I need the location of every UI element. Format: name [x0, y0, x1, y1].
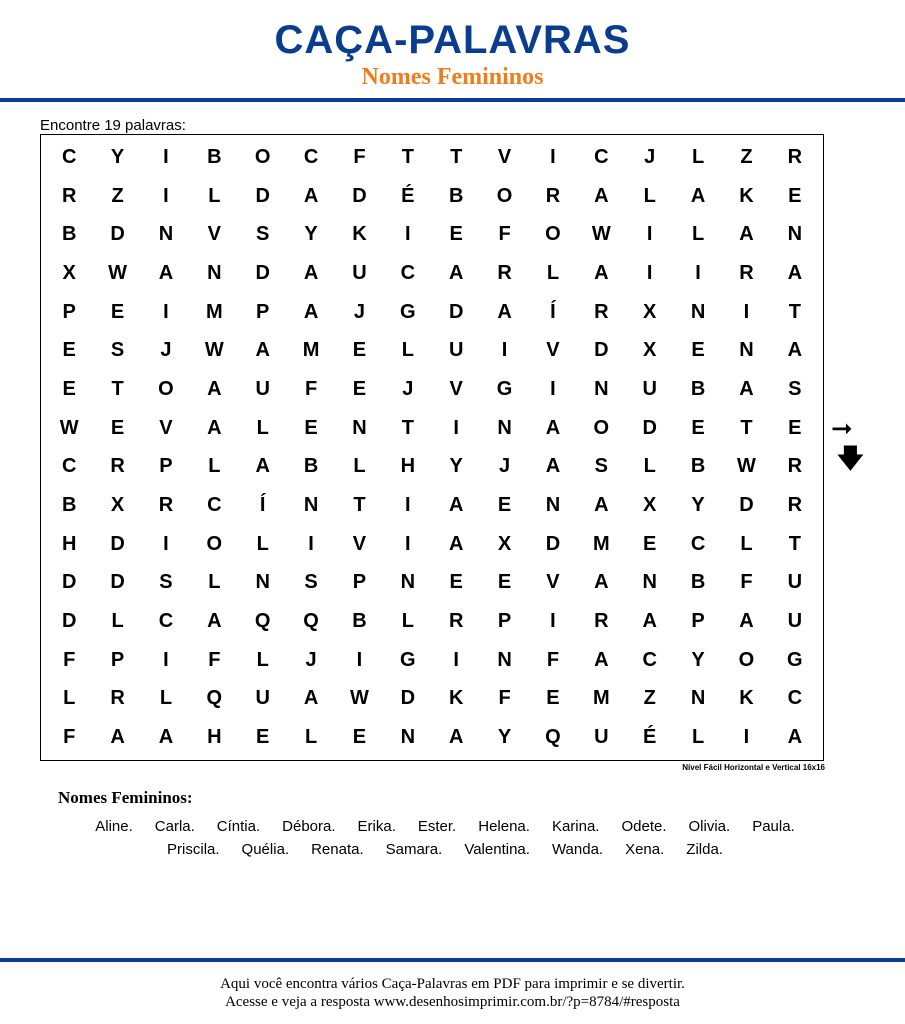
grid-cell[interactable]: E — [497, 494, 512, 517]
grid-cell[interactable]: T — [353, 494, 366, 517]
grid-cell[interactable]: L — [208, 571, 221, 594]
grid-cell[interactable]: E — [691, 416, 705, 439]
grid-cell[interactable]: R — [61, 184, 77, 207]
grid-cell[interactable]: F — [63, 648, 76, 671]
grid-cell[interactable]: X — [497, 532, 512, 555]
grid-cell[interactable]: G — [400, 648, 416, 671]
grid-cell[interactable]: U — [787, 571, 803, 594]
grid-cell[interactable]: K — [448, 687, 464, 710]
grid-cell[interactable]: B — [352, 610, 367, 633]
grid-cell[interactable]: R — [594, 300, 609, 323]
grid-cell[interactable]: F — [304, 377, 318, 400]
grid-cell[interactable]: L — [401, 610, 414, 633]
grid-cell[interactable]: F — [63, 726, 76, 749]
page-title: CAÇA-PALAVRAS — [274, 18, 631, 62]
grid-cell[interactable]: R — [787, 145, 803, 168]
word-list-row-1 — [60, 815, 830, 838]
grid-cell[interactable]: A — [255, 455, 270, 478]
grid-cell[interactable]: I — [550, 145, 556, 168]
word-list-item: Ester. — [417, 818, 457, 835]
grid-cell[interactable]: N — [690, 300, 706, 323]
grid-cell[interactable]: M — [592, 532, 610, 555]
grid-cell[interactable]: N — [497, 416, 512, 439]
word-list-item: Xena. — [625, 841, 665, 858]
grid-cell[interactable]: Y — [691, 494, 705, 517]
grid-cell[interactable]: I — [501, 339, 508, 362]
grid-cell[interactable]: A — [110, 726, 125, 749]
grid-cell[interactable]: H — [207, 726, 222, 749]
grid-cell[interactable]: Z — [740, 145, 753, 168]
grid-cell[interactable]: D — [255, 261, 270, 284]
word-list-item: Débora. — [282, 818, 336, 835]
grid-cell[interactable]: L — [208, 184, 221, 207]
grid-cell[interactable]: E — [788, 416, 802, 439]
grid-cell[interactable]: U — [594, 726, 609, 749]
grid-cell[interactable]: A — [303, 300, 319, 323]
grid-cell[interactable]: A — [448, 494, 464, 517]
grid-cell[interactable]: B — [303, 455, 319, 478]
grid-cell[interactable]: A — [787, 261, 803, 284]
grid-cell[interactable]: G — [496, 377, 513, 400]
grid-cell[interactable]: V — [159, 416, 173, 439]
grid-cell[interactable]: T — [401, 416, 414, 439]
word-list-heading: Nomes Femininos: — [58, 788, 193, 807]
grid-cell[interactable]: E — [497, 571, 512, 594]
grid-cell[interactable]: N — [739, 339, 754, 362]
grid-cell[interactable]: E — [256, 726, 270, 749]
grid-cell[interactable]: E — [62, 339, 76, 362]
word-list-item: Samara. — [385, 841, 443, 858]
grid-cell[interactable]: W — [736, 455, 756, 478]
grid-cell[interactable]: J — [402, 377, 414, 400]
grid-cell[interactable]: B — [61, 494, 77, 517]
grid-cell[interactable]: V — [207, 223, 221, 246]
grid-cell[interactable]: D — [110, 223, 125, 246]
instruction-text: Encontre 19 palavras: — [40, 117, 186, 134]
grid-cell[interactable]: O — [593, 416, 610, 439]
grid-cell[interactable]: C — [207, 494, 222, 517]
grid-cell[interactable]: A — [497, 300, 512, 323]
grid-cell[interactable]: P — [352, 571, 367, 594]
grid-cell[interactable]: I — [646, 223, 653, 246]
grid-cell[interactable]: X — [643, 300, 657, 323]
grid-cell[interactable]: C — [642, 648, 657, 671]
grid-cell[interactable]: L — [256, 648, 269, 671]
word-list-item: Carla. — [154, 818, 195, 835]
grid-cell[interactable]: N — [545, 494, 561, 517]
grid-cell[interactable]: U — [448, 339, 464, 362]
grid-cell[interactable]: C — [400, 261, 416, 284]
grid-cell[interactable]: F — [353, 145, 366, 168]
word-list-item: Odete. — [621, 818, 667, 835]
word-list — [60, 815, 830, 861]
grid-cell[interactable]: I — [163, 532, 169, 555]
grid-cell[interactable]: W — [591, 223, 611, 246]
grid-cell[interactable]: W — [108, 261, 127, 284]
grid-cell[interactable]: É — [401, 184, 415, 207]
grid-cell[interactable]: M — [592, 687, 610, 710]
word-list-item: Erika. — [357, 818, 396, 835]
grid-cell[interactable]: I — [453, 648, 459, 671]
grid-cell[interactable]: K — [739, 184, 754, 207]
grid-cell[interactable]: N — [400, 726, 416, 749]
grid-cell[interactable]: A — [448, 726, 464, 749]
grid-cell[interactable]: L — [63, 687, 76, 710]
grid-cell[interactable]: M — [205, 300, 223, 323]
grid-cell[interactable]: D — [400, 687, 416, 710]
grid-cell[interactable]: F — [546, 648, 560, 671]
grid-cell[interactable]: L — [111, 610, 124, 633]
grid-cell[interactable]: Í — [259, 494, 266, 517]
word-list-item: Quélia. — [241, 841, 290, 858]
grid-cell[interactable]: E — [788, 184, 802, 207]
grid-cell[interactable]: J — [160, 339, 172, 362]
word-list-item: Cíntia. — [216, 818, 261, 835]
grid-cell[interactable]: B — [690, 455, 706, 478]
grid-cell[interactable]: I — [163, 145, 169, 168]
grid-cell[interactable]: J — [353, 300, 365, 323]
grid-cell[interactable]: C — [61, 455, 77, 478]
grid-cell[interactable]: P — [497, 610, 512, 633]
grid-cell[interactable]: S — [594, 455, 608, 478]
grid-cell[interactable]: V — [449, 377, 463, 400]
grid-cell[interactable]: X — [643, 339, 657, 362]
grid-cell[interactable]: S — [304, 571, 318, 594]
grid-cell[interactable]: F — [498, 223, 511, 246]
grid-cell[interactable]: I — [308, 532, 314, 555]
grid-cell[interactable]: A — [158, 726, 174, 749]
grid-cell[interactable]: A — [303, 184, 319, 207]
grid-cell[interactable]: E — [304, 416, 318, 439]
grid-cell[interactable]: A — [690, 184, 706, 207]
footer-line-2: Acesse e veja a resposta www.desenhosimprimir.com.br/?p=8784/#resposta — [225, 994, 680, 1010]
grid-cell[interactable]: T — [788, 532, 801, 555]
grid-cell[interactable]: Q — [303, 610, 319, 633]
grid-cell[interactable]: G — [400, 300, 416, 323]
grid-cell[interactable]: I — [453, 416, 459, 439]
grid-cell[interactable]: D — [110, 571, 125, 594]
level-note: Nível Fácil Horizontal e Vertical 16x16 — [682, 763, 825, 772]
grid-cell[interactable]: E — [352, 377, 367, 400]
word-list-item: Zilda. — [686, 841, 723, 858]
grid-cell[interactable]: Z — [111, 184, 124, 207]
grid-cell[interactable]: E — [62, 377, 76, 400]
grid-cell[interactable]: I — [163, 184, 169, 207]
grid-cell[interactable]: K — [739, 687, 754, 710]
grid-cell[interactable]: I — [405, 532, 411, 555]
grid-cell[interactable]: L — [401, 339, 414, 362]
grid-cell[interactable]: T — [450, 145, 463, 168]
grid-cell[interactable]: Y — [449, 455, 463, 478]
grid-cell[interactable]: N — [690, 687, 706, 710]
grid-cell[interactable]: D — [448, 300, 464, 323]
grid-cell[interactable]: L — [353, 455, 366, 478]
arrow-right-icon: ➞ — [831, 414, 853, 444]
arrow-down-icon: 🡇 — [837, 444, 864, 474]
word-list-item: Wanda. — [551, 841, 604, 858]
grid-cell[interactable]: E — [110, 300, 125, 323]
grid-cell[interactable]: K — [352, 223, 367, 246]
grid-cell[interactable]: I — [646, 261, 653, 284]
grid-cell[interactable]: A — [642, 610, 657, 633]
grid-cell[interactable]: R — [739, 261, 754, 284]
grid-cell[interactable]: R — [545, 184, 561, 207]
grid-cell[interactable]: C — [158, 610, 174, 633]
grid-cell[interactable]: A — [303, 687, 319, 710]
word-list-item: Olivia. — [688, 818, 731, 835]
grid-cell[interactable]: O — [496, 184, 513, 207]
grid-cell[interactable]: D — [61, 571, 77, 594]
grid-cell[interactable]: Y — [110, 145, 125, 168]
grid-cell[interactable]: R — [110, 455, 125, 478]
grid-cell[interactable]: S — [256, 223, 270, 246]
grid-cell[interactable]: C — [787, 687, 803, 710]
grid-cell[interactable]: E — [449, 223, 463, 246]
grid-cell[interactable]: R — [158, 494, 174, 517]
grid-cell[interactable]: Í — [550, 300, 556, 323]
grid-cell[interactable]: L — [643, 455, 656, 478]
grid-cell[interactable]: E — [110, 416, 125, 439]
grid-cell[interactable]: D — [642, 416, 657, 439]
grid-cell[interactable]: L — [256, 416, 269, 439]
grid-cell[interactable]: C — [690, 532, 706, 555]
grid-cell[interactable]: S — [159, 571, 173, 594]
grid-cell[interactable]: R — [448, 610, 464, 633]
grid-cell[interactable]: F — [208, 648, 221, 671]
grid-cell[interactable]: L — [740, 532, 753, 555]
grid-cell[interactable]: L — [546, 261, 560, 284]
grid-cell[interactable]: E — [691, 339, 705, 362]
grid-cell[interactable]: J — [499, 455, 511, 478]
grid-cell[interactable]: A — [594, 261, 609, 284]
grid-cell[interactable]: L — [208, 455, 221, 478]
grid-cell[interactable]: Y — [497, 726, 512, 749]
grid-cell[interactable]: D — [255, 184, 270, 207]
grid-cell[interactable]: O — [545, 223, 561, 246]
grid-cell[interactable]: A — [158, 261, 174, 284]
grid-cell[interactable]: Q — [254, 610, 271, 633]
grid-cell[interactable]: A — [787, 339, 803, 362]
grid-cell[interactable]: I — [163, 648, 169, 671]
grid-cell[interactable]: A — [303, 261, 319, 284]
grid-cell[interactable]: A — [207, 610, 222, 633]
grid-cell[interactable]: P — [159, 455, 173, 478]
grid-cell[interactable]: X — [643, 494, 657, 517]
grid-cell[interactable]: W — [349, 687, 369, 710]
grid-cell[interactable]: V — [546, 571, 560, 594]
grid-cell[interactable]: U — [255, 377, 270, 400]
grid-cell[interactable]: N — [642, 571, 657, 594]
grid-cell[interactable]: N — [303, 494, 319, 517]
grid-cell[interactable]: A — [739, 377, 754, 400]
grid-cell[interactable]: F — [740, 571, 753, 594]
grid-cell[interactable]: U — [787, 610, 803, 633]
grid-cell[interactable]: I — [405, 494, 411, 517]
grid-cell[interactable]: N — [207, 261, 222, 284]
grid-cell[interactable]: N — [255, 571, 270, 594]
grid-cell[interactable]: Q — [206, 687, 223, 710]
grid-cell[interactable]: Y — [304, 223, 318, 246]
grid-cell[interactable]: O — [254, 145, 271, 168]
grid-cell[interactable]: O — [158, 377, 174, 400]
grid-cell[interactable]: B — [448, 184, 464, 207]
grid-cell[interactable]: L — [304, 726, 318, 749]
grid-cell[interactable]: W — [204, 339, 224, 362]
grid-cell[interactable]: N — [497, 648, 512, 671]
word-list-row-2 — [60, 838, 830, 861]
grid-cell[interactable]: J — [305, 648, 317, 671]
bottom-divider — [0, 958, 905, 962]
grid-cell[interactable]: D — [739, 494, 754, 517]
word-search-grid — [40, 134, 824, 761]
footer-line-1: Aqui você encontra vários Caça-Palavras em PDF para imprimir e se divertir. — [220, 976, 685, 992]
grid-cell[interactable]: R — [787, 494, 803, 517]
grid-cell[interactable]: U — [352, 261, 367, 284]
grid-cell[interactable]: I — [163, 300, 169, 323]
grid-cell[interactable]: A — [594, 571, 609, 594]
grid-cell[interactable]: R — [787, 455, 803, 478]
grid-cell[interactable]: A — [207, 416, 222, 439]
grid-cell[interactable]: N — [352, 416, 367, 439]
grid-cell[interactable]: R — [497, 261, 512, 284]
grid-cell[interactable]: E — [546, 687, 560, 710]
grid-cell[interactable]: T — [401, 145, 414, 168]
grid-cell[interactable]: E — [352, 339, 367, 362]
grid-cell[interactable]: E — [643, 532, 657, 555]
grid-cell[interactable]: C — [594, 145, 609, 168]
grid-cell[interactable]: B — [207, 145, 222, 168]
grid-cell[interactable]: V — [497, 145, 512, 168]
grid-cell[interactable]: S — [110, 339, 125, 362]
grid-cell[interactable]: A — [448, 261, 464, 284]
grid-cell[interactable]: D — [110, 532, 125, 555]
grid-cell[interactable]: D — [61, 610, 77, 633]
word-list-item: Karina. — [551, 818, 600, 835]
grid-cell[interactable]: A — [545, 416, 561, 439]
grid-cell[interactable]: A — [594, 184, 609, 207]
grid-cell[interactable]: N — [787, 223, 803, 246]
grid-cell[interactable]: Z — [643, 687, 656, 710]
grid-cell[interactable]: U — [255, 687, 270, 710]
grid-cell[interactable]: N — [158, 223, 174, 246]
grid-cell[interactable]: V — [352, 532, 367, 555]
word-list-item: Helena. — [478, 818, 530, 835]
grid-cell[interactable]: L — [691, 726, 705, 749]
grid-cell[interactable]: I — [743, 726, 750, 749]
grid-cell[interactable]: E — [352, 726, 367, 749]
grid-cell[interactable]: O — [206, 532, 223, 555]
grid-cell[interactable]: D — [352, 184, 367, 207]
grid-cell[interactable]: P — [256, 300, 270, 323]
grid-cell[interactable]: A — [739, 610, 754, 633]
grid-cell[interactable]: Y — [691, 648, 705, 671]
grid-cell[interactable]: L — [159, 687, 173, 710]
grid-cell[interactable]: É — [643, 726, 657, 749]
grid-cell[interactable]: N — [400, 571, 416, 594]
grid-cell[interactable]: B — [61, 223, 77, 246]
page-subtitle: Nomes Femininos — [361, 64, 544, 90]
grid-cell[interactable]: L — [256, 532, 269, 555]
grid-cell[interactable]: A — [448, 532, 464, 555]
grid-cell[interactable]: A — [739, 223, 754, 246]
grid-cell[interactable]: L — [691, 145, 705, 168]
word-list-item: Aline. — [95, 818, 133, 835]
grid-cell[interactable]: T — [111, 377, 124, 400]
top-divider — [0, 98, 905, 102]
grid-cell[interactable]: O — [738, 648, 755, 671]
grid-cell[interactable]: G — [787, 648, 803, 671]
grid-cell[interactable]: R — [594, 610, 609, 633]
grid-cell[interactable]: U — [642, 377, 657, 400]
grid-cell[interactable]: P — [62, 300, 76, 323]
grid-cell[interactable]: D — [545, 532, 561, 555]
grid-cell[interactable]: H — [400, 455, 416, 478]
grid-cell[interactable]: C — [303, 145, 319, 168]
grid-cell[interactable]: E — [449, 571, 463, 594]
grid-cell[interactable]: H — [61, 532, 77, 555]
grid-cell[interactable]: J — [644, 145, 656, 168]
word-list-item: Valentina. — [464, 841, 530, 858]
grid-cell[interactable]: A — [207, 377, 222, 400]
grid-cell[interactable]: B — [690, 377, 706, 400]
grid-cell[interactable]: I — [405, 223, 411, 246]
grid-cell[interactable]: F — [498, 687, 511, 710]
grid-cell[interactable]: A — [787, 726, 803, 749]
grid-cell[interactable]: W — [59, 416, 79, 439]
grid-cell[interactable]: T — [740, 416, 753, 439]
grid-cell[interactable]: I — [356, 648, 363, 671]
grid-cell[interactable]: C — [61, 145, 77, 168]
grid-cell[interactable]: I — [550, 610, 556, 633]
grid-cell[interactable]: D — [594, 339, 609, 362]
grid-cell[interactable]: M — [302, 339, 320, 362]
grid-cell[interactable]: A — [594, 648, 609, 671]
grid-cell[interactable]: P — [691, 610, 705, 633]
grid-cell[interactable]: R — [110, 687, 125, 710]
grid-cell[interactable]: L — [691, 223, 705, 246]
grid-cell[interactable]: X — [110, 494, 125, 517]
grid-cell[interactable]: A — [594, 494, 609, 517]
grid-cell[interactable]: A — [255, 339, 270, 362]
grid-cell[interactable]: P — [110, 648, 125, 671]
grid-cell[interactable]: Q — [545, 726, 561, 749]
grid-cell[interactable]: N — [594, 377, 609, 400]
grid-cell[interactable]: I — [743, 300, 750, 323]
word-list-item: Priscila. — [167, 841, 220, 858]
grid-cell[interactable]: L — [643, 184, 656, 207]
grid-cell[interactable]: V — [546, 339, 560, 362]
grid-cell[interactable]: B — [690, 571, 706, 594]
grid-cell[interactable]: T — [788, 300, 801, 323]
grid-cell[interactable]: X — [62, 261, 76, 284]
footer — [0, 975, 905, 1011]
grid-cell[interactable]: S — [788, 377, 802, 400]
grid-cell[interactable]: I — [695, 261, 701, 284]
word-list-item: Renata. — [311, 841, 364, 858]
grid-cell[interactable]: I — [550, 377, 556, 400]
word-list-item: Paula. — [752, 818, 795, 835]
grid-cell[interactable]: A — [545, 455, 561, 478]
